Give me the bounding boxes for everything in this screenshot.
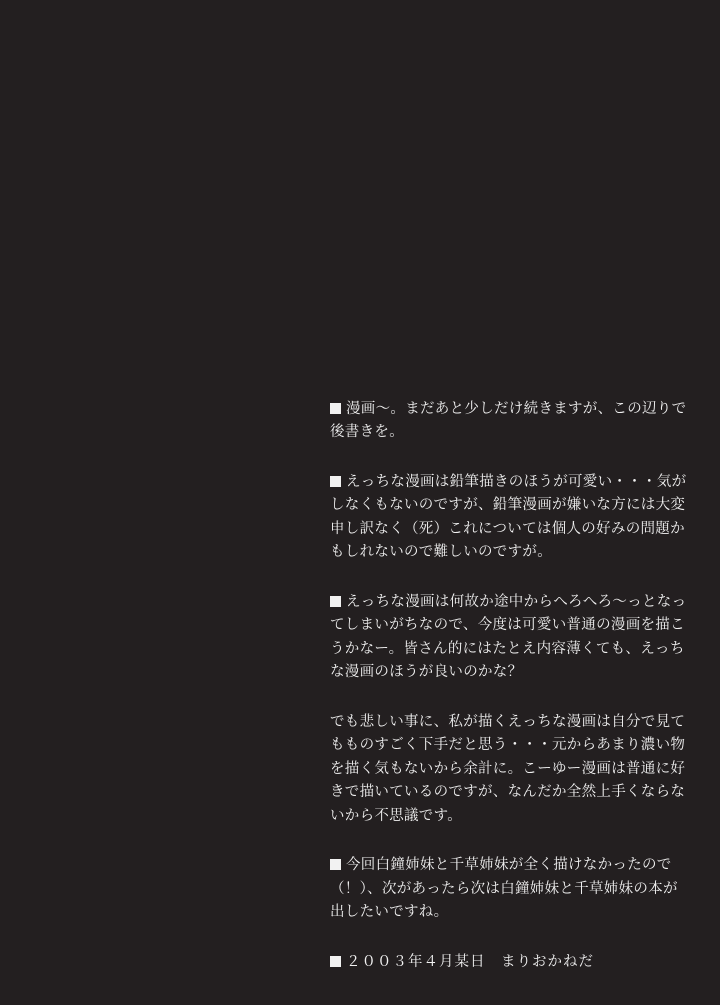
square-bullet-icon — [330, 476, 341, 487]
square-bullet-icon — [330, 956, 341, 967]
afterword-paragraph — [312, 854, 692, 924]
afterword-paragraph — [312, 398, 692, 445]
afterword-paragraph-text: えっちな漫画は鉛筆描きのほうが可愛い・・・気がしなくもないのですが、鉛筆漫画が嫌いな方には大変申し訳なく（死）これについては個人の好みの問題かもしれないので難しいのですが。 — [330, 473, 687, 561]
square-bullet-icon — [330, 596, 341, 607]
afterword-signature — [312, 951, 692, 974]
afterword-paragraph-text: でも悲しい事に、私が描くえっちな漫画は自分で見てもものすごく下手だと思う・・・元からあまり濃い物を描く気もないから余計に。こーゆー漫画は普通に好きで描いているのですが、なんだか全然上手くならないから不思議です。 — [330, 713, 686, 824]
square-bullet-icon — [330, 403, 341, 414]
afterword-paragraph — [312, 591, 692, 685]
afterword-paragraph-text: えっちな漫画は何故か途中からへろへろ〜っとなってしまいがちなので、今度は可愛い普通の漫画を描こうかなー。皆さん的にはたとえ内容薄くても、えっちな漫画のほうが良いのかな？ — [330, 593, 687, 681]
afterword-text-block — [312, 398, 692, 974]
afterword-paragraph — [312, 471, 692, 565]
afterword-paragraph-text: 今回白鐘姉妹と千草姉妹が全く描けなかったので（！）、次があったら次は白鐘姉妹と千草姉妹の本が出したいですね。 — [330, 857, 678, 921]
afterword-paragraph — [312, 711, 692, 828]
afterword-signature-text: ２００３年４月某日 まりおかねだ — [346, 953, 594, 970]
afterword-paragraph-text: 漫画〜。まだあと少しだけ続きますが、この辺りで後書きを。 — [330, 401, 687, 441]
square-bullet-icon — [330, 859, 341, 870]
